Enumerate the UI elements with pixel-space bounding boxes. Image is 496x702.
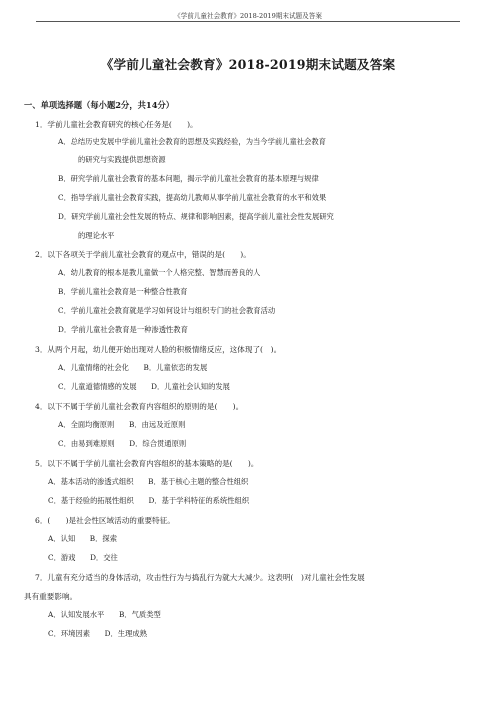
section-heading: 一、单项选择题（每小题2分，共14分） <box>24 100 175 110</box>
question-2-option-c: C．学前儿童社会教育就是学习如何设计与组织专门的社会教育活动 <box>58 306 276 315</box>
question-3-options-cd: C．儿童道德情感的发展 D．儿童社会认知的发展 <box>58 382 230 391</box>
question-3: 3．从两个月起，幼儿便开始出现对人脸的积极情绪反应，这体现了( )。 <box>35 345 282 354</box>
question-4: 4．以下不属于学前儿童社会教育内容组织的原则的是( )。 <box>35 402 244 411</box>
running-header: 《学前儿童社会教育》2018-2019期末试题及答案 <box>174 12 322 20</box>
question-2: 2．以下各项关于学前儿童社会教育的观点中，错误的是( )。 <box>35 250 251 259</box>
question-7: 7．儿童有充分适当的身体活动，攻击性行为与捣乱行为就大大减少。这表明( )对儿童社会性发展 <box>35 573 365 582</box>
question-7-cont: 具有重要影响。 <box>24 592 78 601</box>
question-5: 5．以下不属于学前儿童社会教育内容组织的基本策略的是( )。 <box>35 459 259 468</box>
question-4-options-cd: C．由易到难原则 D．综合贯通原则 <box>58 439 187 448</box>
question-4-options-ab: A．全面均衡原则 B．由远及近原则 <box>58 420 186 429</box>
question-1-option-a-cont: 的研究与实践提供思想资源 <box>78 155 166 164</box>
question-3-options-ab: A．儿童情绪的社会化 B．儿童依恋的发展 <box>58 363 208 372</box>
question-2-option-a: A．幼儿教育的根本是教儿童做一个人格完整、智慧而善良的人 <box>58 268 261 277</box>
document-title: 《学前儿童社会教育》2018-2019期末试题及答案 <box>100 57 396 72</box>
question-1-option-d: D．研究学前儿童社会性发展的特点、规律和影响因素，提高学前儿童社会性发展研究 <box>58 212 334 221</box>
question-7-options-cd: C．环境因素 D．生理成熟 <box>48 629 147 638</box>
header-rule <box>36 21 460 22</box>
question-1: 1．学前儿童社会教育研究的核心任务是( )。 <box>35 120 198 129</box>
question-1-option-a: A．总结历史发展中学前儿童社会教育的思想及实践经验，为当今学前儿童社会教育 <box>58 137 326 146</box>
question-2-option-b: B．学前儿童社会教育是一种整合性教育 <box>58 287 188 296</box>
question-5-options-cd: C．基于经验的拓展性组织 D．基于学科特征的系统性组织 <box>48 496 250 505</box>
question-5-options-ab: A．基本活动的渗透式组织 B．基于核心主题的整合性组织 <box>48 477 249 486</box>
question-7-options-ab: A．认知发展水平 B．气质类型 <box>48 610 161 619</box>
question-1-option-d-cont: 的理论水平 <box>78 231 115 240</box>
question-6: 6．( )是社会性区域活动的重要特征。 <box>35 516 175 525</box>
question-1-option-b: B．研究学前儿童社会教育的基本问题，揭示学前儿童社会教育的基本原理与规律 <box>58 174 319 183</box>
question-6-options-cd: C．游戏 D．交往 <box>48 553 118 562</box>
question-6-options-ab: A．认知 B．探索 <box>48 534 118 543</box>
question-2-option-d: D．学前儿童社会教育是一种渗透性教育 <box>58 325 188 334</box>
question-1-option-c: C．指导学前儿童社会教育实践，提高幼儿教师从事学前儿童社会教育的水平和效果 <box>58 193 327 202</box>
